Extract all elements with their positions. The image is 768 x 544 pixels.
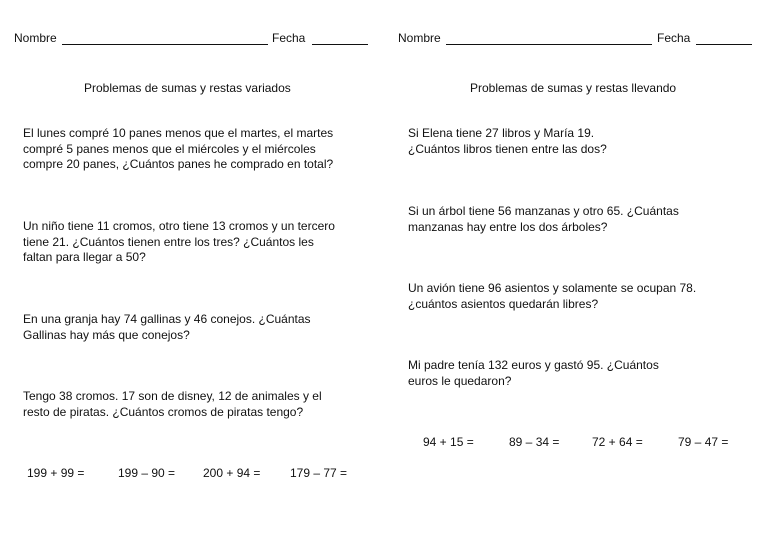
nombre-line [446,44,652,45]
problem-line: El lunes compré 10 panes menos que el martes, el martes [23,126,334,140]
fecha-label: Fecha [657,31,691,45]
problem-4 [23,389,322,420]
worksheet-title: Problemas de sumas y restas variados [84,81,291,95]
problem-2 [23,219,335,266]
nombre-label: Nombre [398,31,441,45]
operation: 179 – 77 = [290,466,348,480]
worksheet-title: Problemas de sumas y restas llevando [470,81,677,95]
problem-line: resto de piratas. ¿Cuántos cromos de piratas tengo? [23,404,304,419]
problem-line: compré 5 panes menos que el miércoles y el miércoles [23,141,316,156]
operation: 199 – 90 = [118,466,176,480]
problem-line: Un niño tiene 11 cromos, otro tiene 13 cromos y un tercero [23,219,335,233]
operation: 79 – 47 = [678,435,729,449]
problem-line: ¿cuántos asientos quedarán libres? [408,296,599,311]
problem-1 [23,126,333,173]
operation: 94 + 15 = [423,435,474,449]
operation: 200 + 94 = [203,466,261,480]
problem-line: euros le quedaron? [408,373,512,388]
problem-line: Un avión tiene 96 asientos y solamente se ocupan 78. [408,281,697,295]
fecha-line [696,44,752,45]
problem-line: compre 20 panes, ¿Cuántos panes he comprado en total? [23,157,334,171]
problem-line: Si Elena tiene 27 libros y María 19. [408,126,595,140]
fecha-label: Fecha [272,31,306,45]
problem-line: manzanas hay entre los dos árboles? [408,219,608,234]
operation: 199 + 99 = [27,466,85,480]
problem-line: faltan para llegar a 50? [23,250,146,264]
problem-3 [408,281,696,312]
right-worksheet [384,0,768,544]
nombre-label: Nombre [14,31,57,45]
problem-line: tiene 21. ¿Cuántos tienen entre los tres? ¿Cuántos les [23,234,314,249]
problem-line: Mi padre tenía 132 euros y gastó 95. ¿Cuántos [408,358,659,372]
operation: 89 – 34 = [509,435,560,449]
operation: 72 + 64 = [592,435,643,449]
problem-line: En una granja hay 74 gallinas y 46 conejos. ¿Cuántas [23,312,311,326]
problem-2 [408,204,679,235]
problem-line: Gallinas hay más que conejos? [23,327,190,342]
problem-line: ¿Cuántos libros tienen entre las dos? [408,141,607,156]
problem-1 [408,126,607,157]
problem-3 [23,312,311,343]
problem-4 [408,358,659,389]
nombre-line [62,44,268,45]
problem-line: Si un árbol tiene 56 manzanas y otro 65. ¿Cuántas [408,204,679,218]
fecha-line [312,44,368,45]
problem-line: Tengo 38 cromos. 17 son de disney, 12 de animales y el [23,389,322,403]
